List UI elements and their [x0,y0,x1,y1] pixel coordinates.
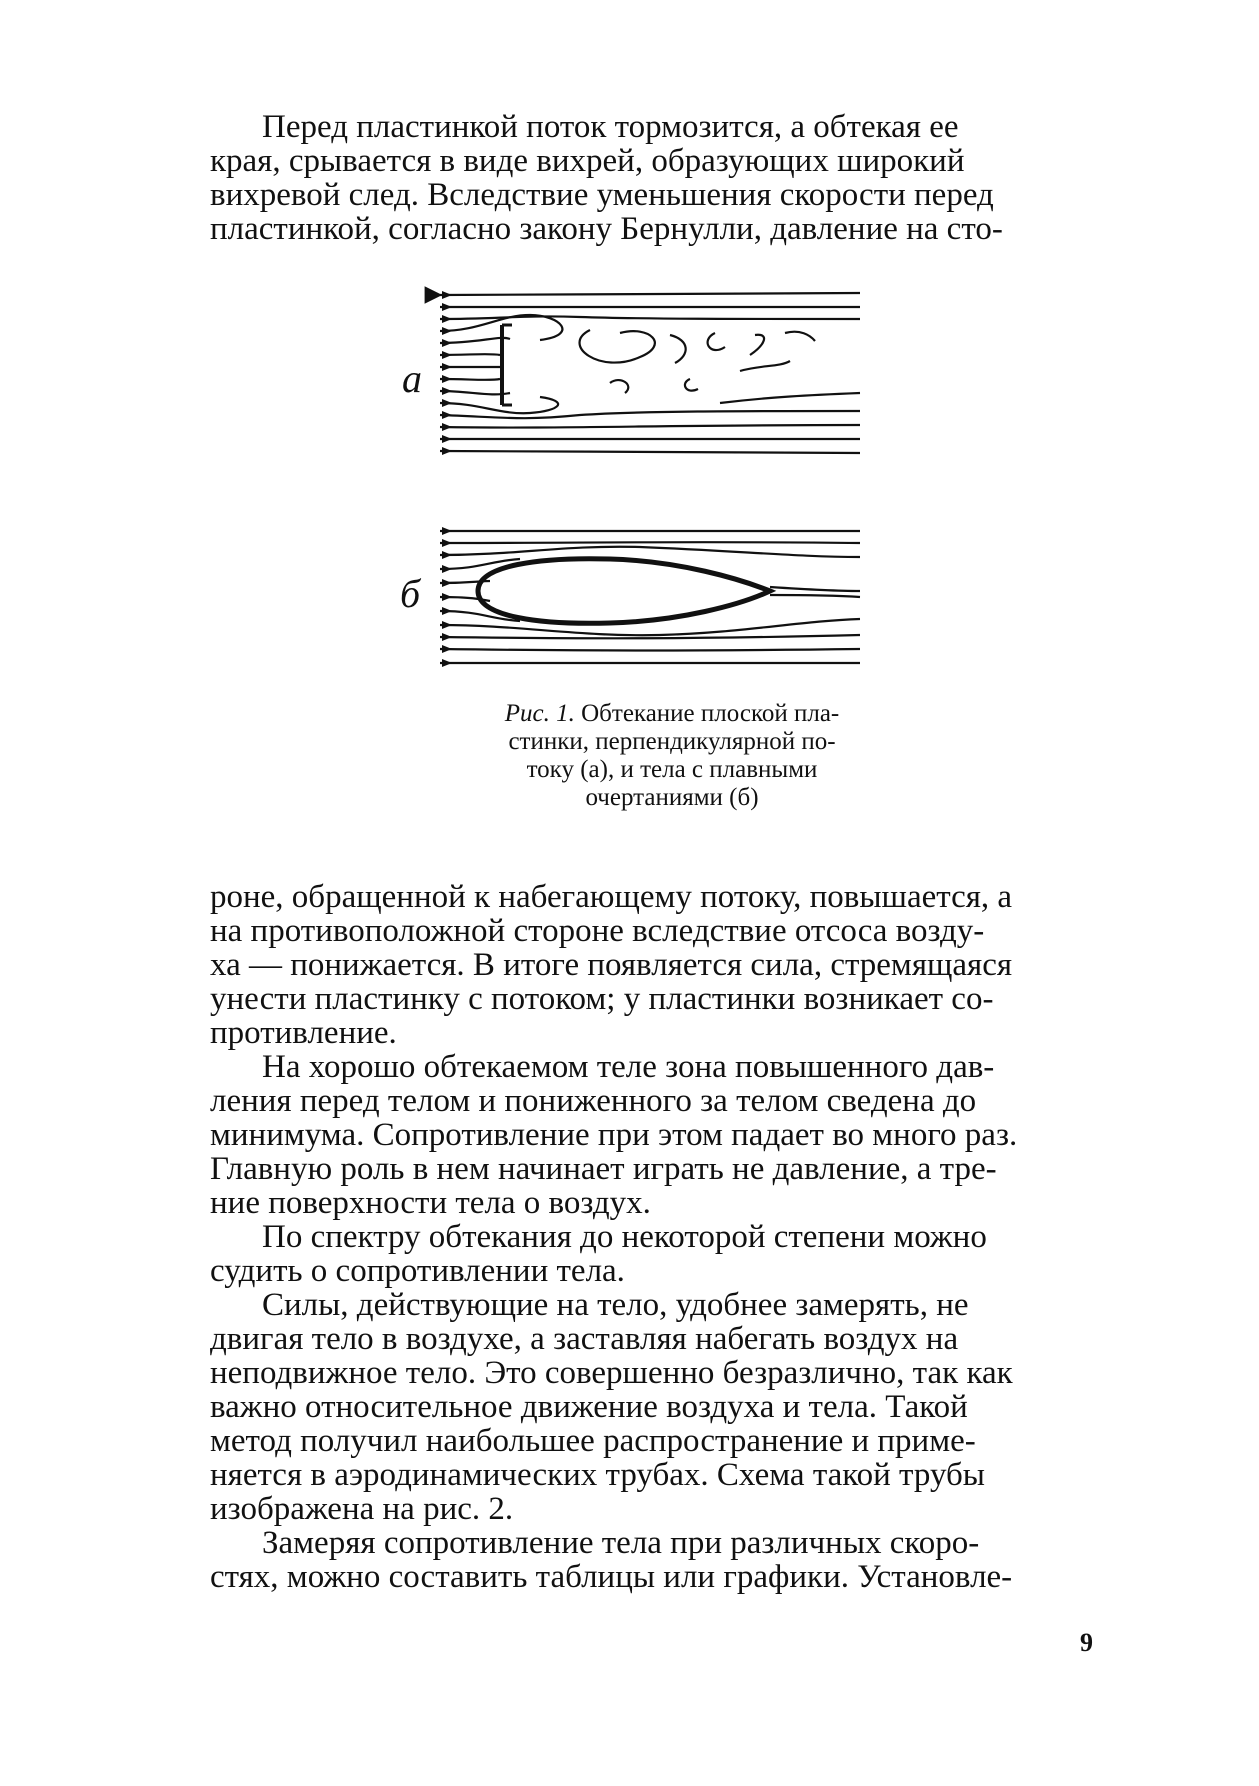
text-line: стях, можно составить таблицы или графики. Установле- [210,1559,1013,1595]
text-line: противление. [210,1015,397,1051]
text-line: На хорошо обтекаемом теле зона повышенного дав- [262,1049,995,1085]
text-line: судить о сопротивлении тела. [210,1253,625,1289]
caption-text: Обтекание плоской пла- [574,700,840,727]
figure-plate-flow [440,285,900,475]
text-line: метод получил наибольшее распространение и приме- [210,1423,976,1459]
text-line: Замеряя сопротивление тела при различных скоро- [262,1525,980,1561]
text-line: пластинкой, согласно закону Бернулли, давление на сто- [210,211,1003,247]
text-line: роне, обращенной к набегающему потоку, повышается, а [210,879,1013,915]
text-line: унести пластинку с потоком; у пластинки возникает со- [210,981,994,1017]
text-line: Перед пластинкой поток тормозится, а обтекая ее [262,109,959,145]
text-line: двигая тело в воздухе, а заставляя набегать воздух на [210,1321,959,1357]
caption-line: току (а), и тела с плавными [526,756,818,783]
text-line: По спектру обтекания до некоторой степени можно [262,1219,987,1255]
text-line: неподвижное тело. Это совершенно безразлично, так как [210,1355,1013,1391]
figure-caption [462,700,882,812]
text-line: Главную роль в нем начинает играть не давление, а тре- [210,1151,997,1187]
caption-line: стинки, перпендикулярной по- [508,728,836,755]
caption-line: очертаниями (б) [585,784,759,811]
text-line: ления перед телом и пониженного за телом сведена до [210,1083,977,1119]
body-text [210,880,1100,1594]
figure-label-b: б [400,571,421,616]
paragraph [210,1526,1100,1594]
text-line: изображена на рис. 2. [210,1491,514,1527]
paragraph [210,1050,1100,1220]
paragraph [210,1220,1100,1288]
figure-label-a: а [402,356,422,401]
page-number: 9 [1080,1628,1093,1657]
text-line: вихревой след. Вследствие уменьшения скорости перед [210,177,994,213]
text-line: края, срывается в виде вихрей, образующих широкий [210,143,965,179]
text-line: Силы, действующие на тело, удобнее замерять, не [262,1287,969,1323]
caption-fig-ref: Рис. 1. [504,700,575,727]
caption-line [462,700,882,728]
text-line: ха — понижается. В итоге появляется сила, стремящаяся [210,947,1013,983]
airfoil-flow-diagram [440,525,900,685]
figure-airfoil-flow [440,525,900,685]
text-line: важно относительное движение воздуха и тела. Такой [210,1389,968,1425]
top-paragraph [210,110,1100,246]
text-line: няется в аэродинамических трубах. Схема такой трубы [210,1457,985,1493]
text-line: на противоположной стороне вследствие отсоса возду- [210,913,985,949]
paragraph [210,1288,1100,1526]
paragraph [210,880,1100,1050]
text-line: ние поверхности тела о воздух. [210,1185,651,1221]
plate-flow-diagram [440,285,900,475]
text-line: минимума. Сопротивление при этом падает во много раз. [210,1117,1018,1153]
